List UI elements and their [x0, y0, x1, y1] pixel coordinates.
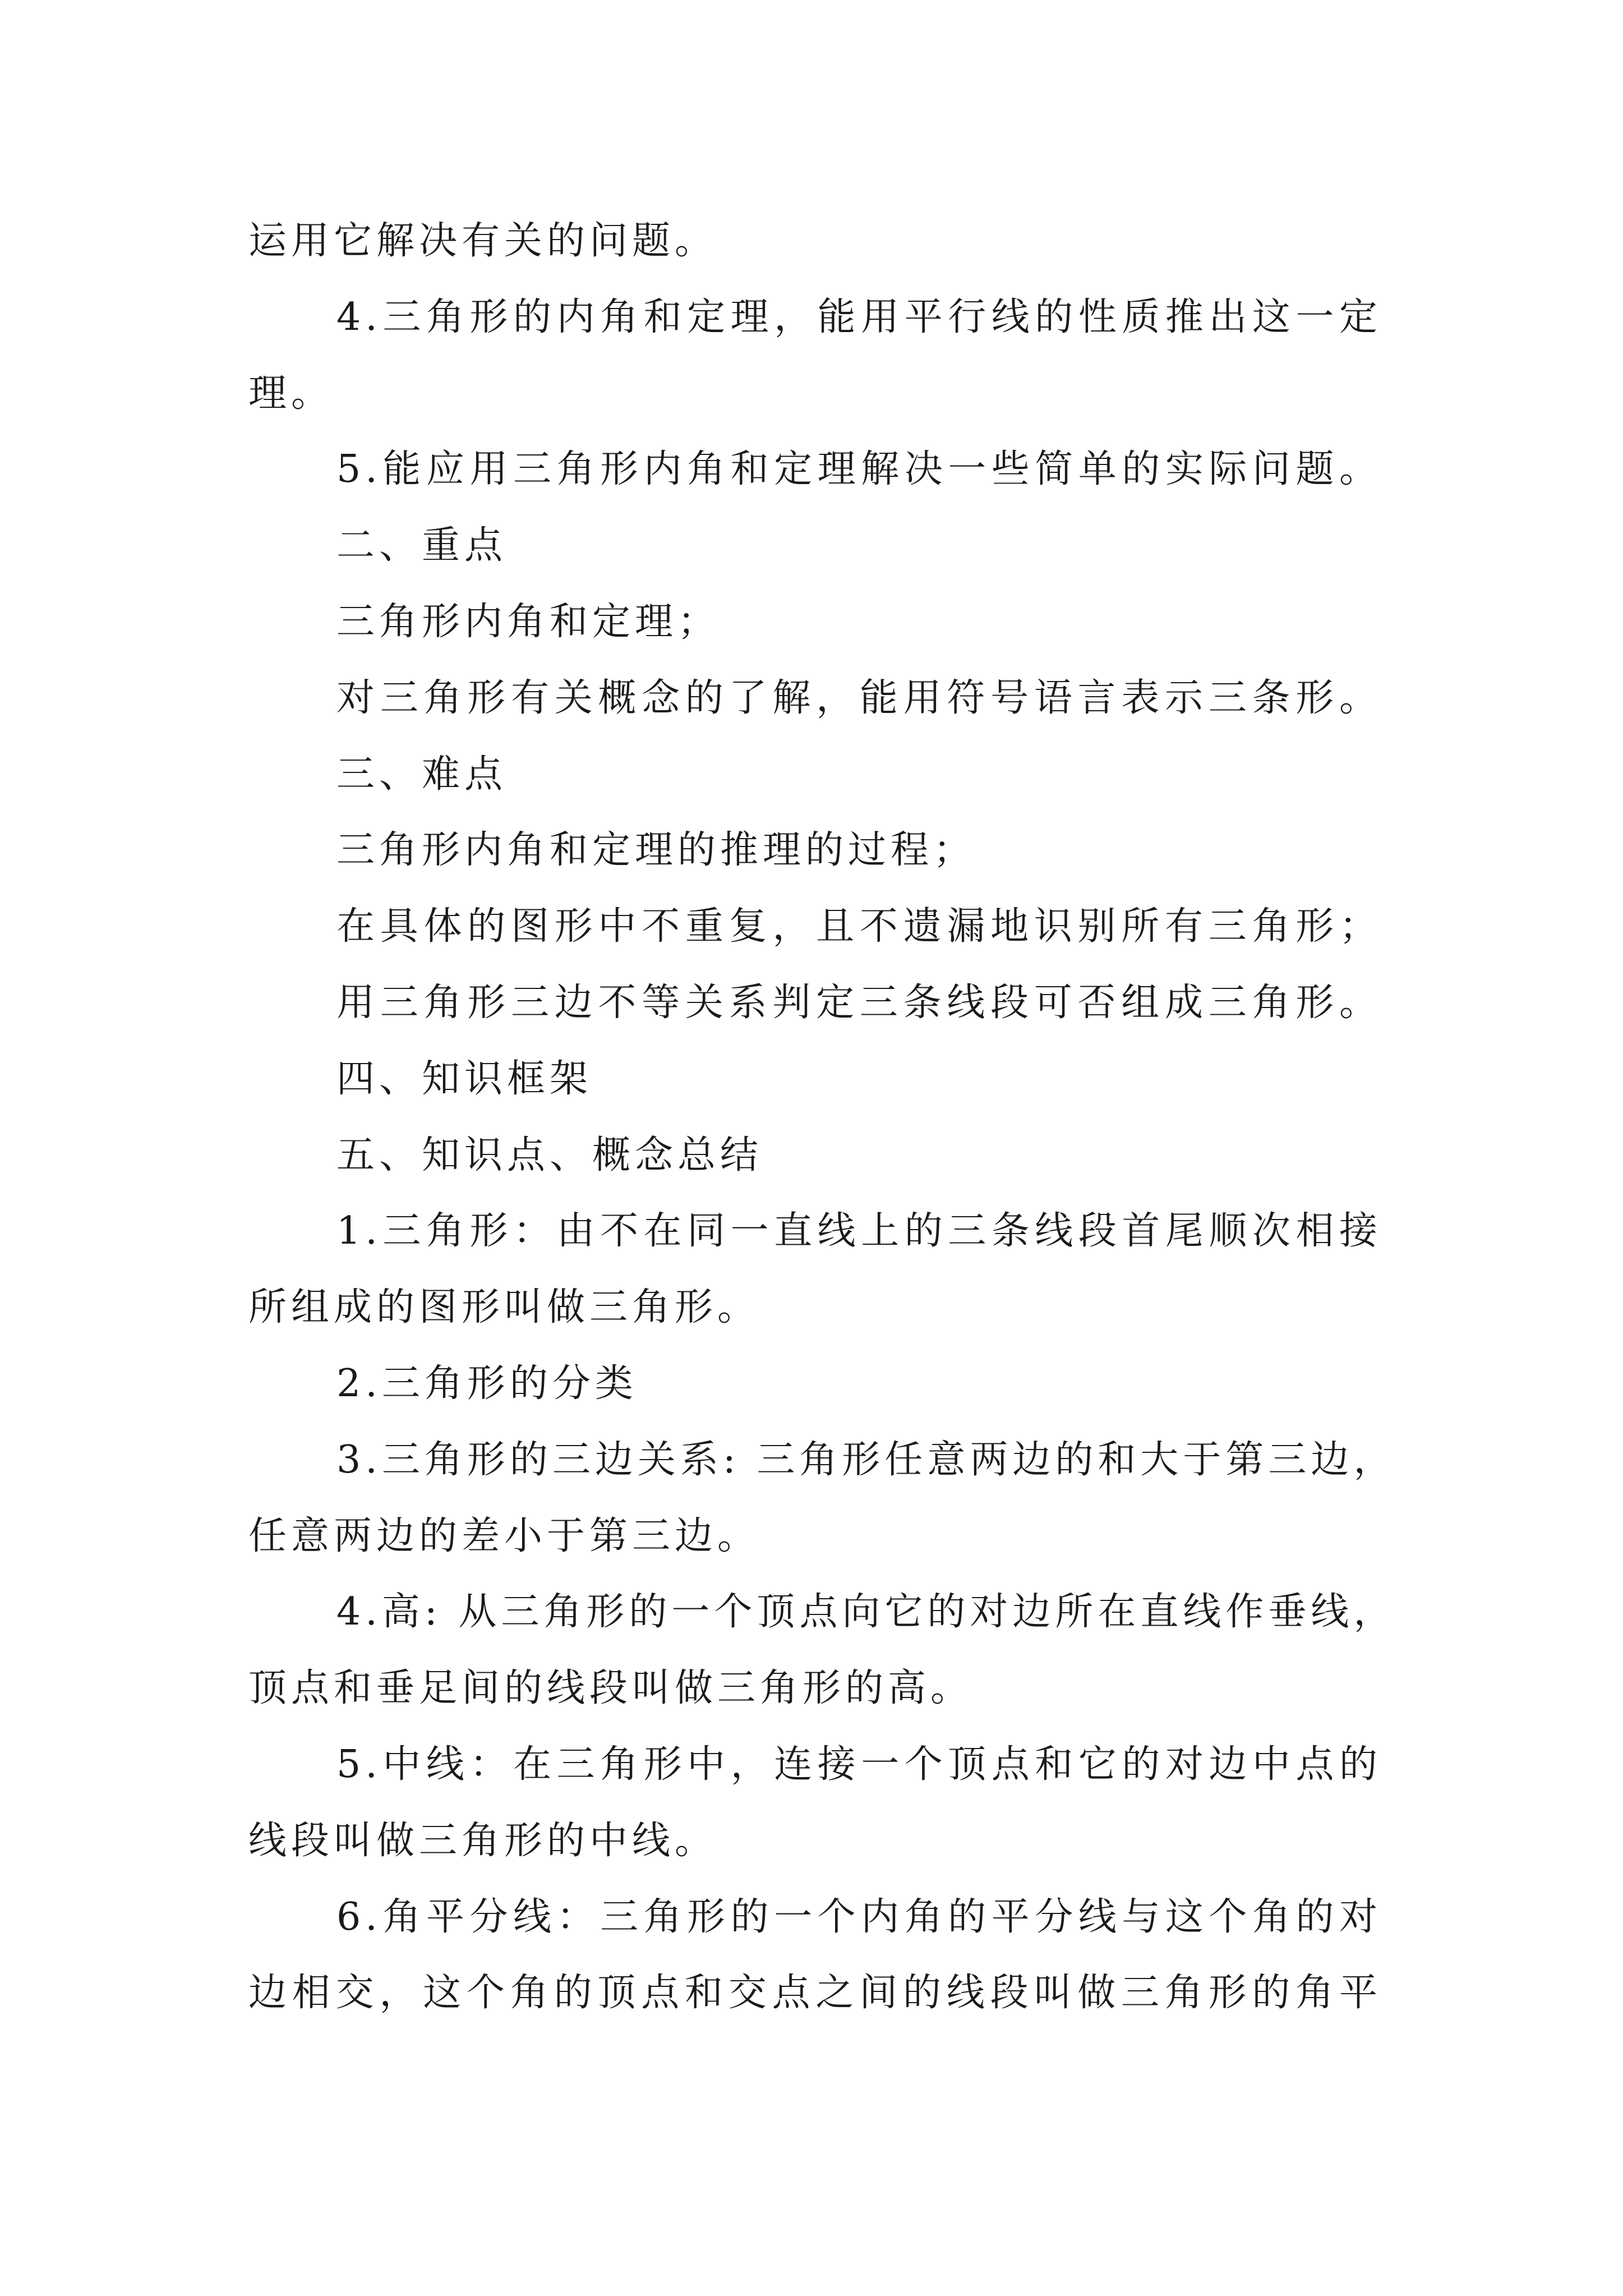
section-heading [0, 1117, 1623, 1194]
paragraph-line: 1.三角形：由不在同一直线上的三条线段首尾顺次相接 [336, 1209, 1382, 1254]
paragraph [0, 431, 1623, 508]
paragraph [0, 584, 1623, 660]
paragraph [0, 1346, 1623, 1422]
paragraph-line: 4.高: 从三角形的一个顶点向它的对边所在直线作垂线， [336, 1590, 1396, 1635]
paragraph-line: 线段叫做三角形的中线。 [248, 1818, 718, 1863]
section-heading-text: 四、知识框架 [336, 1056, 593, 1101]
section-heading [0, 508, 1623, 584]
paragraph-line: 三角形内角和定理的推理的过程； [336, 828, 976, 873]
paragraph [0, 889, 1623, 965]
paragraph [0, 1727, 1623, 1879]
paragraph-line: 在具体的图形中不重复，且不遗漏地识别所有三角形； [336, 904, 1382, 949]
section-heading-text: 五、知识点、概念总结 [336, 1133, 763, 1177]
paragraph-line: 任意两边的差小于第三边。 [248, 1513, 760, 1558]
section-heading-text: 三、难点 [336, 752, 508, 797]
paragraph [0, 1193, 1623, 1346]
paragraph-line: 边相交，这个角的顶点和交点之间的线段叫做三角形的角平 [248, 1971, 1382, 2016]
paragraph-line: 3.三角形的三边关系: 三角形任意两边的和大于第三边， [336, 1437, 1396, 1482]
paragraph-line: 5.能应用三角形内角和定理解决一些简单的实际问题。 [336, 447, 1382, 492]
paragraph-line: 5.中线：在三角形中，连接一个顶点和它的对边中点的 [336, 1742, 1382, 1787]
paragraph [0, 279, 1623, 432]
paragraph [0, 812, 1623, 889]
paragraph-line: 运用它解决有关的问题。 [248, 219, 718, 263]
section-heading-text: 二、重点 [336, 523, 508, 568]
paragraph [0, 1879, 1623, 2032]
paragraph [0, 660, 1623, 737]
paragraph-line: 理。 [248, 371, 334, 416]
section-heading [0, 737, 1623, 813]
paragraph-line: 三角形内角和定理； [336, 599, 721, 644]
document-page [0, 203, 1623, 2031]
paragraph-line: 6.角平分线：三角形的一个内角的平分线与这个角的对 [336, 1894, 1382, 1939]
paragraph [0, 1574, 1623, 1727]
paragraph-line: 4.三角形的内角和定理，能用平行线的性质推出这一定 [336, 295, 1382, 339]
paragraph [0, 965, 1623, 1041]
paragraph-line: 所组成的图形叫做三角形。 [248, 1285, 760, 1330]
paragraph-line: 对三角形有关概念的了解，能用符号语言表示三条形。 [336, 675, 1382, 720]
paragraph [0, 203, 1623, 279]
paragraph-line: 顶点和垂足间的线段叫做三角形的高。 [248, 1666, 974, 1711]
paragraph [0, 1422, 1623, 1575]
paragraph-line: 2.三角形的分类 [336, 1361, 638, 1406]
section-heading [0, 1041, 1623, 1117]
paragraph-line: 用三角形三边不等关系判定三条线段可否组成三角形。 [336, 980, 1382, 1025]
